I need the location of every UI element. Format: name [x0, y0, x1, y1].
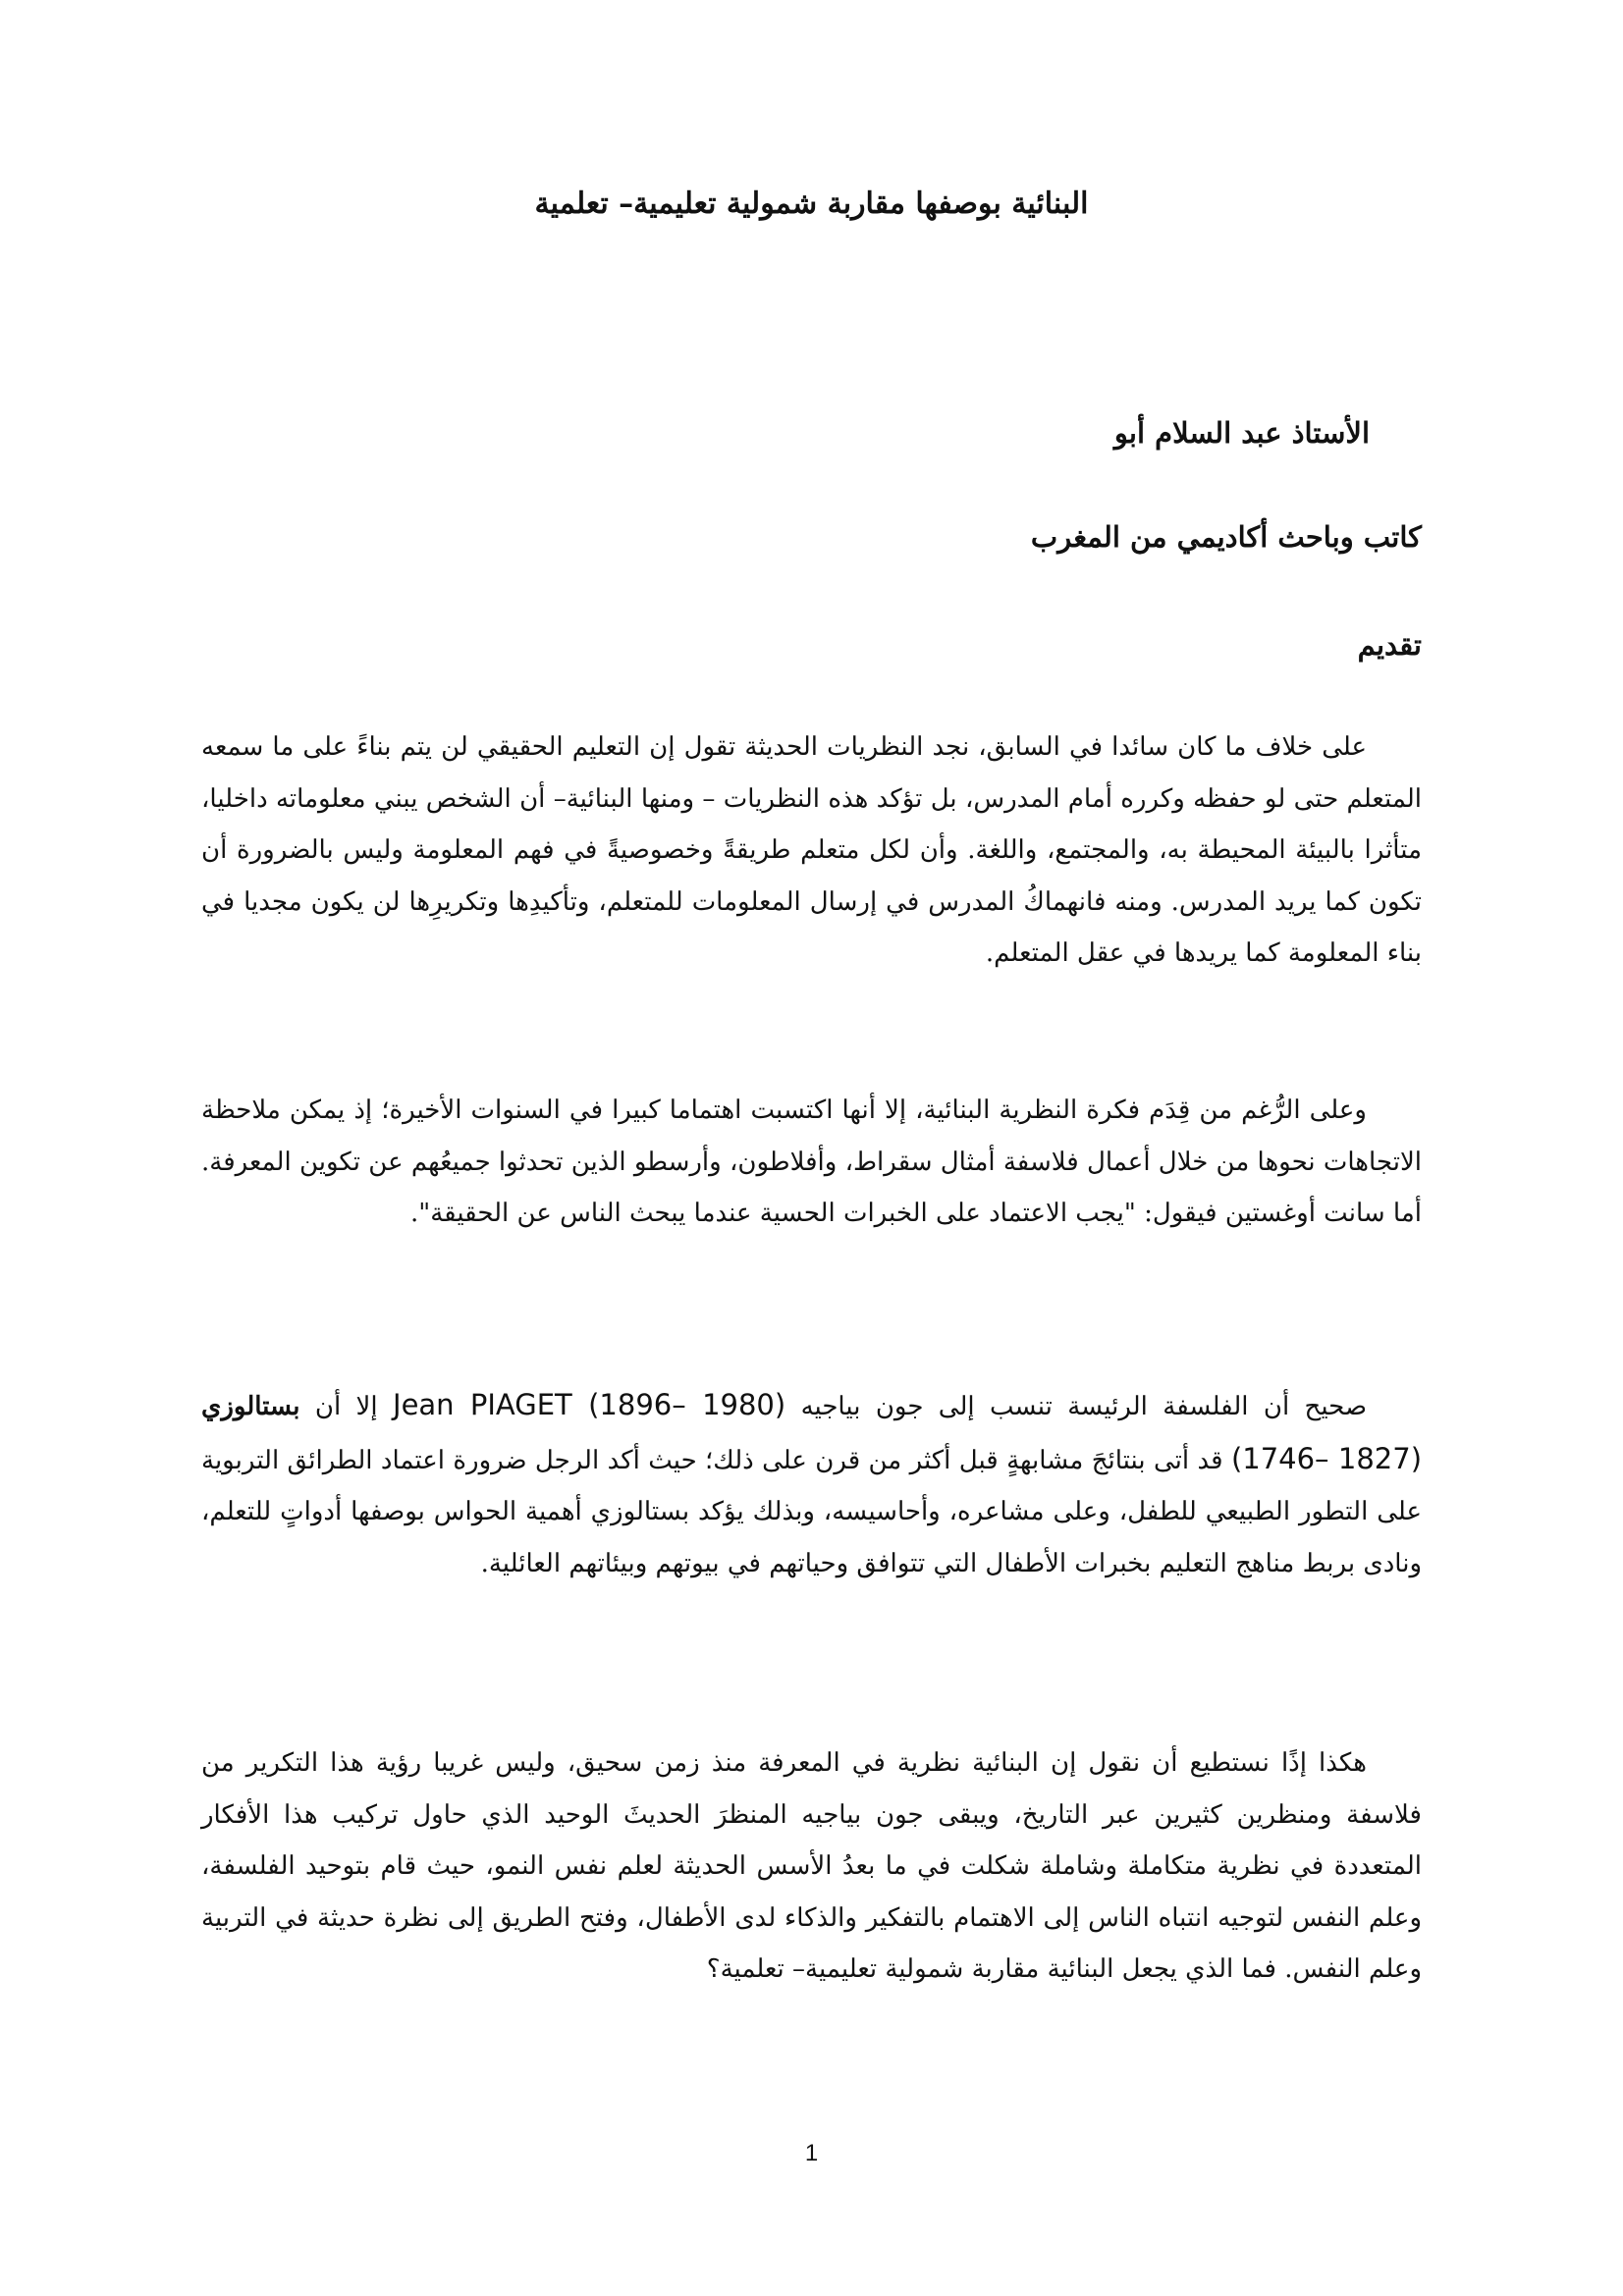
paragraph-3: [201, 1379, 1422, 1589]
section-heading: تقديم: [1357, 628, 1422, 662]
piaget-latin-name: Jean PIAGET (1896– 1980): [393, 1388, 786, 1421]
author-affiliation: كاتب وباحث أكاديمي من المغرب: [1030, 520, 1422, 554]
paragraph-2: وعلى الرُّغم من قِدَم فكرة النظرية البنائية، إلا أنها اكتسبت اهتماما كبيرا في السنوات الأخيرة؛ إذ يمكن ملاحظة الاتجاهات نحوها من خلال أعمال فلاسفة أمثال سقراط، وأفلاطون، وأرسطو الذين تحدثوا جميعُهم عن تكوين المعرفة. أما سانت أوغستين فيقول: "يجب الاعتماد على الخبرات الحسية عندما يبحث الناس عن الحقيقة".: [201, 1095, 1422, 1228]
paragraph-1: على خلاف ما كان سائدا في السابق، نجد النظريات الحديثة تقول إن التعليم الحقيقي لن يتم بناءً على ما سمعه المتعلم حتى لو حفظه وكرره أمام المدرس، بل تؤكد هذه النظريات – ومنها البنائية– أن الشخص يبني معلوماته داخليا، متأثرا بالبيئة المحيطة به، والمجتمع، واللغة. وأن لكل متعلم طريقةً وخصوصيةً في فهم المعلومة وليس بالضرورة أن تكون كما يريد المدرس. ومنه فانهماكُ المدرس في إرسال المعلومات للمتعلم، وتأكيدِها وتكريرِها لن يكون مجديا في بناء المعلومة كما يريدها في عقل المتعلم.: [201, 732, 1422, 968]
pestalozzi-name: بستالوزي: [201, 1392, 300, 1421]
page-number: 1: [804, 2140, 819, 2166]
paragraph-3-text-2: إلا أن: [314, 1392, 378, 1421]
paragraph-3-text-1: صحيح أن الفلسفة الرئيسة تنسب إلى جون بياجيه: [800, 1392, 1368, 1421]
pestalozzi-dates: (1746– 1827): [1230, 1441, 1423, 1475]
paragraph-3-text-3: قد أتى بنتائجَ مشابهةٍ قبل أكثر من قرن على ذلك؛ حيث أكد الرجل ضرورة اعتماد الطرائق التربوية على التطور الطبيعي للطفل، وعلى مشاعره، وأحاسيسه، وبذلك يؤكد بستالوزي أهمية الحواس بوصفها أدواتٍ للتعلم، ونادى بربط مناهج التعليم بخبرات الأطفال التي تتوافق وحياتهم في بيوتهم وبيئاتهم العائلية.: [201, 1445, 1422, 1578]
author-name: الأستاذ عبد السلام أبو: [1113, 416, 1370, 450]
document-title: البنائية بوصفها مقاربة شمولية تعليمية– تعلمية: [534, 187, 1089, 221]
paragraph-4: هكذا إذًا نستطيع أن نقول إن البنائية نظرية في المعرفة منذ زمن سحيق، وليس غريبا رؤية هذا التكرير من فلاسفة ومنظرين كثيرين عبر التاريخ، ويبقى جون بياجيه المنظرَ الحديثَ الوحيد الذي حاول تركيب هذا الأفكار المتعددة في نظرية متكاملة وشاملة شكلت في ما بعدُ الأسس الحديثة لعلم نفس النمو، حيث قام بتوحيد الفلسفة، وعلم النفس لتوجيه انتباه الناس إلى الاهتمام بالتفكير والذكاء لدى الأطفال، وفتح الطريق إلى نظرة حديثة في التربية وعلم النفس. فما الذي يجعل البنائية مقاربة شمولية تعليمية– تعلمية؟: [201, 1748, 1422, 1984]
